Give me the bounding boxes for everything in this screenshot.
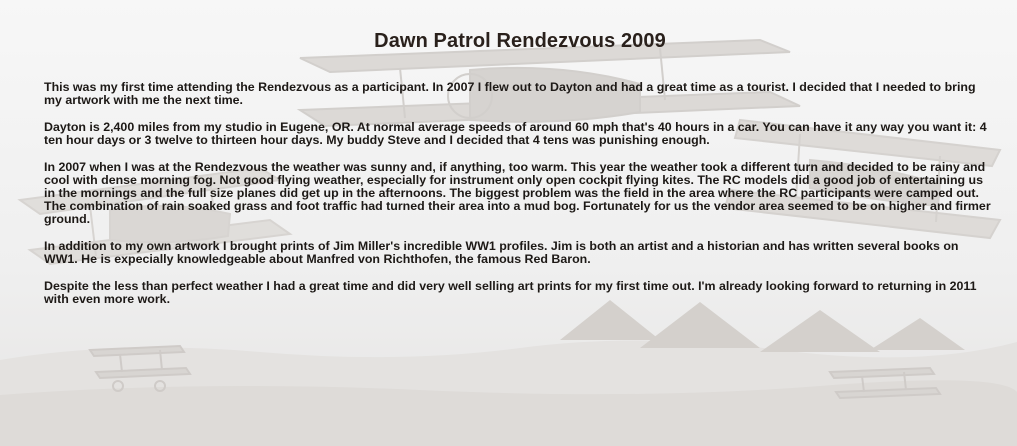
article-paragraph-5: Despite the less than perfect weather I had a great time and did very well selling art prints for my first time out. I'm already looking forward to returning in 2011 with even more work. [44,279,977,306]
article-paragraph-1: This was my first time attending the Rendezvous as a participant. In 2007 I flew out to Dayton and had a great time as a tourist. I decided that I needed to bring my artwork with me the next time. [44,80,976,107]
article-paragraph-3: In 2007 when I was at the Rendezvous the weather was sunny and, if anything, too warm. This year the weather took a different turn and decided to be rainy and cool with dense morning fog. Not good flying weather, especially for instrument only open cockpit flying kites. The RC models did a good job of entertaining us in the mornings and the full size planes did get up in the afternoons. The biggest problem was the field in the area where the RC participants were camped out. The combination of rain soaked grass and foot traffic had turned their area into a mud bog. Fortunately for us the vendor area seemed to be on higher and firmer ground. [44,160,991,226]
article-body [44,81,994,320]
page-title: Dawn Patrol Rendezvous 2009 [374,30,666,52]
article-paragraph-4: In addition to my own artwork I brought prints of Jim Miller's incredible WW1 profiles. Jim is both an artist and a historian and has written several books on WW1. He is expecially knowledgeable about Manfred von Richthofen, the famous Red Baron. [44,239,959,266]
article-paragraph-2: Dayton is 2,400 miles from my studio in Eugene, OR. At normal average speeds of around 60 mph that's 40 hours in a car. You can have it any way you want it: 4 ten hour days or 3 twelve to thirteen hour days. My buddy Steve and I decided that 4 tens was punishing enough. [44,120,987,147]
